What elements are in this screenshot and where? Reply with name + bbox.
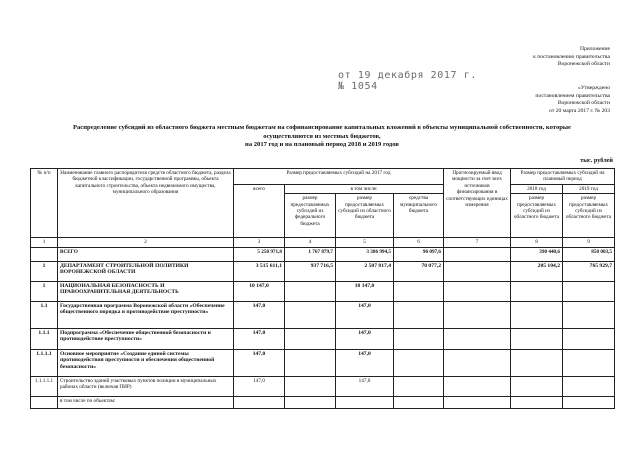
row-2018 bbox=[511, 301, 563, 328]
row-federal bbox=[285, 396, 336, 408]
row-2018 bbox=[511, 349, 563, 376]
row-no: 1 bbox=[31, 281, 58, 301]
row-2018: 390 440,6 bbox=[511, 247, 563, 261]
column-number: 6 bbox=[394, 238, 444, 247]
row-no: 1 bbox=[31, 261, 58, 281]
table-row bbox=[31, 328, 615, 349]
row-total: 147,0 bbox=[234, 301, 285, 328]
row-federal bbox=[285, 301, 336, 328]
row-regional: 147,0 bbox=[336, 376, 394, 396]
row-2019: 850 003,5 bbox=[563, 247, 615, 261]
row-name: ВСЕГО bbox=[58, 247, 234, 261]
row-municipal: 96 097,6 bbox=[394, 247, 444, 261]
col-header-no: № п/п bbox=[31, 169, 58, 238]
col-header-2017: Размер предоставляемых субсидий на 2017 год bbox=[234, 169, 444, 185]
row-total: 147,0 bbox=[234, 376, 285, 396]
approved-line: «Утверждено bbox=[577, 85, 610, 91]
table-row bbox=[31, 301, 615, 328]
row-federal: 937 716,5 bbox=[285, 261, 336, 281]
row-2019 bbox=[563, 396, 615, 408]
document-title bbox=[30, 124, 614, 150]
column-number: 7 bbox=[444, 238, 511, 247]
row-no: 1.1.1.1.1 bbox=[31, 376, 58, 396]
row-capacity bbox=[444, 281, 511, 301]
row-federal bbox=[285, 281, 336, 301]
table-row bbox=[31, 376, 615, 396]
row-2019 bbox=[563, 349, 615, 376]
approved-line: Воронежской области bbox=[557, 100, 610, 107]
row-2019 bbox=[563, 376, 615, 396]
approved-line: от 20 марта 2017 г. № 203 bbox=[549, 107, 610, 114]
row-capacity bbox=[444, 376, 511, 396]
col-header-plan-regional-2019: размер предоставляемых субсидий из областного бюджета bbox=[563, 194, 615, 238]
col-header-plan-regional-2018: размер предоставляемых субсидий из областного бюджета bbox=[511, 194, 563, 238]
row-federal bbox=[285, 328, 336, 349]
row-regional bbox=[336, 396, 394, 408]
row-2019 bbox=[563, 301, 615, 328]
row-capacity bbox=[444, 328, 511, 349]
row-capacity bbox=[444, 301, 511, 328]
row-name: Основное мероприятие «Создание единой системы противодействия преступности и обеспечения общественной безопасности» bbox=[58, 349, 234, 376]
approved-block bbox=[470, 85, 610, 115]
row-municipal bbox=[394, 349, 444, 376]
row-municipal bbox=[394, 281, 444, 301]
row-name: ДЕПАРТАМЕНТ СТРОИТЕЛЬНОЙ ПОЛИТИКИ ВОРОНЕЖСКОЙ ОБЛАСТИ bbox=[58, 261, 234, 281]
row-no: 1.1.1.1 bbox=[31, 349, 58, 376]
row-name: Подпрограмма «Обеспечение общественной безопасности и противодействие преступности» bbox=[58, 328, 234, 349]
table-row bbox=[31, 349, 615, 376]
row-total: 147,0 bbox=[234, 349, 285, 376]
row-2019: 765 929,7 bbox=[563, 261, 615, 281]
row-name: в том числе по объектам: bbox=[58, 396, 234, 408]
row-total: 10 147,0 bbox=[234, 281, 285, 301]
row-2018: 205 104,2 bbox=[511, 261, 563, 281]
row-no: 1.1 bbox=[31, 301, 58, 328]
row-total: 147,0 bbox=[234, 328, 285, 349]
table-row bbox=[31, 281, 615, 301]
col-header-plan: Размер предоставляемых субсидий на плановый период bbox=[511, 169, 615, 185]
col-header-2019: 2019 год bbox=[563, 184, 615, 193]
row-name: НАЦИОНАЛЬНАЯ БЕЗОПАСНОСТЬ И ПРАВООХРАНИТЕЛЬНАЯ ДЕЯТЕЛЬНОСТЬ bbox=[58, 281, 234, 301]
row-2019 bbox=[563, 328, 615, 349]
row-regional: 147,0 bbox=[336, 328, 394, 349]
row-2018 bbox=[511, 396, 563, 408]
table-row bbox=[31, 261, 615, 281]
column-number: 2 bbox=[58, 238, 234, 247]
row-capacity bbox=[444, 396, 511, 408]
row-name: Государственная программа Воронежской области «Обеспечение общественного порядка и противодействие преступности» bbox=[58, 301, 234, 328]
row-capacity bbox=[444, 349, 511, 376]
row-2018 bbox=[511, 376, 563, 396]
row-total: 3 515 611,1 bbox=[234, 261, 285, 281]
units-label: тыс. рублей bbox=[580, 157, 613, 164]
column-number: 3 bbox=[234, 238, 285, 247]
title-line: осуществляются из местных бюджетов, bbox=[263, 132, 381, 140]
row-no bbox=[31, 396, 58, 408]
row-capacity bbox=[444, 247, 511, 261]
row-2018 bbox=[511, 281, 563, 301]
col-header-total: всего bbox=[234, 184, 285, 237]
row-regional: 147,0 bbox=[336, 349, 394, 376]
col-header-regional: размер предоставляемых субсидий из областного бюджета bbox=[336, 194, 394, 238]
subsidy-table bbox=[30, 168, 615, 409]
col-header-2018: 2018 год bbox=[511, 184, 563, 193]
row-municipal bbox=[394, 376, 444, 396]
row-regional: 2 507 817,4 bbox=[336, 261, 394, 281]
column-number: 1 bbox=[31, 238, 58, 247]
column-number: 4 bbox=[285, 238, 336, 247]
col-header-federal: размер предоставляемых субсидий из федерального бюджета bbox=[285, 194, 336, 238]
header-row-1 bbox=[31, 169, 615, 185]
row-capacity bbox=[444, 261, 511, 281]
row-municipal bbox=[394, 396, 444, 408]
appendix-line: к постановлению правительства bbox=[533, 53, 610, 60]
title-line: на 2017 год и на плановый период 2018 и 2019 годов bbox=[245, 141, 399, 149]
row-name: Строительство зданий участковых пунктов полиции в муниципальных районах области (включая ПИР) bbox=[58, 376, 234, 396]
row-regional: 10 147,0 bbox=[336, 281, 394, 301]
col-header-name: Наименование главного распорядителя средств областного бюджета, раздела бюджетной классификации, государственной программы, объекта капитального строительства, объекта недвижимого имущества, муниципального образования bbox=[58, 169, 234, 238]
column-number: 8 bbox=[511, 238, 563, 247]
column-number: 5 bbox=[336, 238, 394, 247]
column-number: 9 bbox=[563, 238, 615, 247]
table-row bbox=[31, 396, 615, 408]
appendix-block bbox=[470, 46, 610, 69]
row-total: 5 250 971,8 bbox=[234, 247, 285, 261]
row-2019 bbox=[563, 281, 615, 301]
table-row bbox=[31, 247, 615, 261]
row-regional: 147,0 bbox=[336, 301, 394, 328]
row-federal: 1 767 879,7 bbox=[285, 247, 336, 261]
row-municipal bbox=[394, 301, 444, 328]
row-municipal bbox=[394, 328, 444, 349]
row-no: 1.1.1 bbox=[31, 328, 58, 349]
row-regional: 3 386 994,5 bbox=[336, 247, 394, 261]
column-numbers-row bbox=[31, 238, 615, 247]
row-no bbox=[31, 247, 58, 261]
row-total bbox=[234, 396, 285, 408]
row-federal bbox=[285, 376, 336, 396]
date-stamp: от 19 декабря 2017 г. № 1054 bbox=[338, 70, 478, 92]
col-header-municipal: средства муниципального бюджета bbox=[394, 194, 444, 238]
title-line: Распределение субсидий из областного бюджета местным бюджетам на софинансирование капитальных вложений в объекты муниципальной собственности, которые bbox=[72, 124, 571, 131]
approved-line: постановлением правительства bbox=[535, 92, 610, 99]
col-header-capacity: Прогнозируемый ввод мощности за счет всех источников финансирования в соответствующих единицах измерения bbox=[444, 169, 511, 238]
col-header-including: в том числе: bbox=[285, 184, 444, 193]
row-municipal: 70 077,2 bbox=[394, 261, 444, 281]
row-2018 bbox=[511, 328, 563, 349]
row-federal bbox=[285, 349, 336, 376]
appendix-line: Воронежской области bbox=[557, 61, 610, 68]
appendix-line: Приложение bbox=[579, 46, 610, 52]
